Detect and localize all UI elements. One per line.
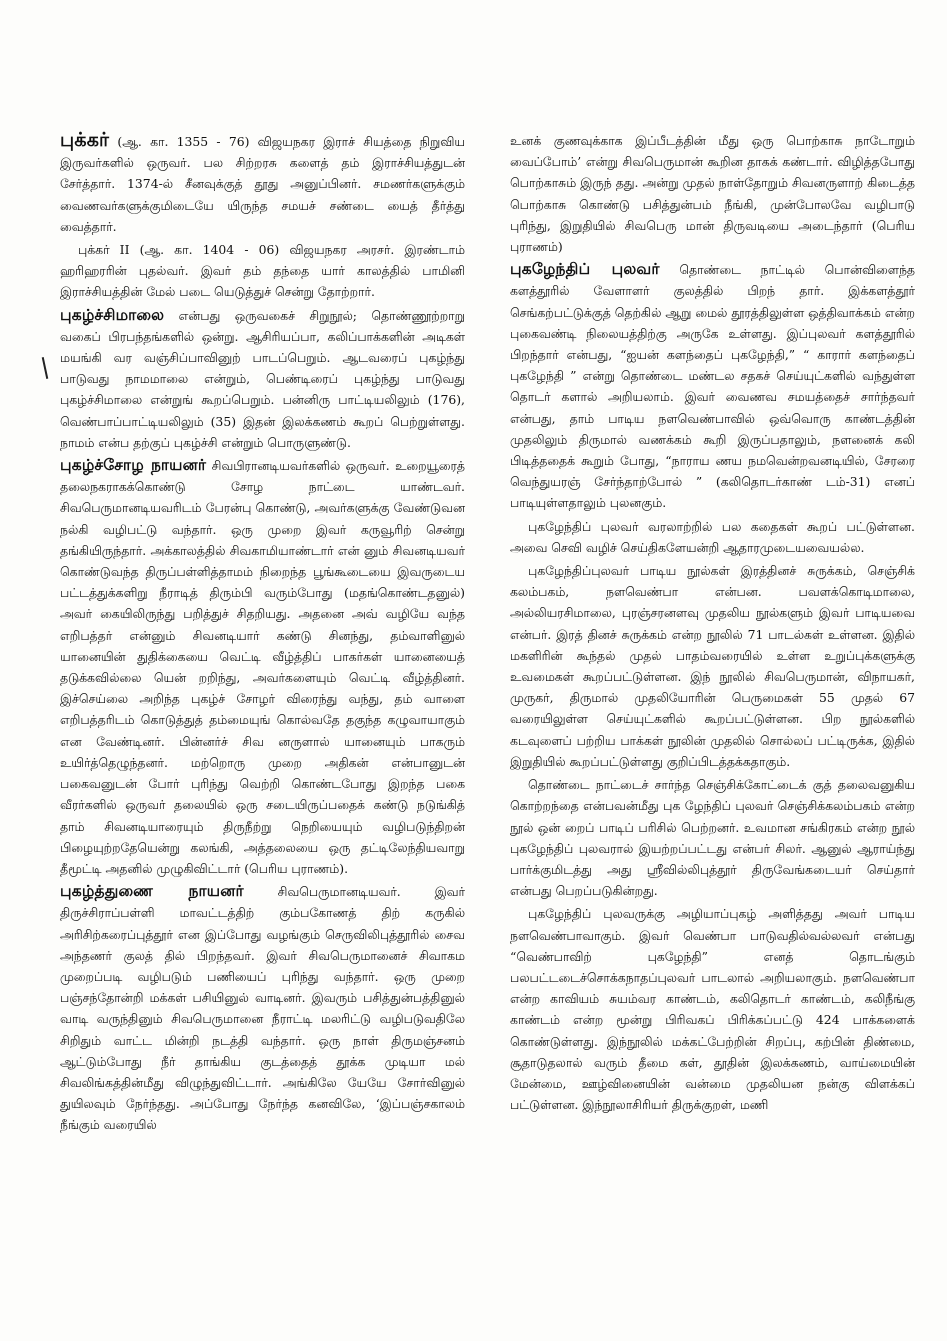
text-line: பேரன்பு கொண்டு, அவர்களுக்கு வேண்டுவன நல்கி (60, 500, 465, 537)
text-line: சுயம்வர காண்டம், கலிதொடர் காண்டம், கலிநீங்கு (609, 991, 915, 1007)
text-line: மற்றொரு முறை அதிகன் என்பானுடன் பகைவனுடன் (60, 754, 465, 792)
text-line: வழங்கும் செருவிலிபுத்தூரில் சைவ அந்தணர் குலத் (60, 926, 465, 963)
text-line: யெடுத்துச் சென்று தோற்றார். (214, 284, 375, 300)
entry-pukkar-ii (60, 239, 465, 303)
text-line: நீராட்டி மலரிட்டு வழிபடுவதிலே சிறிதும் வாட்ட (60, 1011, 465, 1048)
text-line: போர் புரிந்து வெற்றி கொண்டபோது இறந்த பகை (148, 776, 465, 792)
entry-heading: புகழேந்திப் புலவர் (510, 260, 660, 279)
entry-pukazhendhi-pulavar (510, 259, 915, 513)
text-line: புகழேந்திப் புலவர் வரலாற்றில் பல கதைகள் கூறப் (528, 518, 838, 534)
text-line: பவளக்கொடிமாலை, அல்லியரசிமாலை, புரஞ்சரனளவு (510, 584, 915, 621)
text-line: நூலில் சிவபெருமான், விநாயகர், முருகர், திருமால் (510, 669, 915, 706)
text-line: சீனவுக்குத் தூது அனுப்பினர். சமணர்களுக்கும் (184, 176, 465, 192)
entry-pukazhchozha-nayanar (60, 455, 465, 879)
text-line: னருளால் யானையும் பாகரும் உயிர்த்தெழுந்தனர். (60, 733, 465, 770)
text-line: புகழேந்திப்புலவர் பாடிய நூல்கள் இரத்தினச் (528, 563, 797, 579)
text-line: கிடைத்த பொற்காசு கொண்டு பசித்துன்பம் நீங்கி, (510, 175, 915, 212)
text-line: பாட்டியலிலும் (176), வெண்பாப்பாட்டியலிலும் (35) (60, 392, 465, 429)
text-line: தொண்டை நாட்டில் (659, 262, 805, 278)
text-line: தற்குப் புகழ்ச்சி என்றும் பொருளுண்டு. (133, 434, 351, 450)
text-line: ஆசிரியப்பா, கலிப்பாக்களின் அடிகள் மயங்கி வர (60, 328, 465, 366)
text-line: கள், தூதின் இலக்கணம், வாய்மையின் மேன்மை, (510, 1054, 915, 1091)
text-line: ஒவ்வொரு காண்டத்தின் முதலிலும் திருமால் வணக்கம் (510, 410, 916, 447)
left-column (60, 130, 465, 1138)
entry-pukazhthunai-nayanar (60, 881, 465, 1135)
text-line: குறிப்பிடத்தக்கதாகும். (666, 753, 791, 769)
text-line: இதில் மகளிரின் கூந்தல் முதல் பாதம்வரையில் உள்ள (510, 626, 915, 663)
text-line: பட்டிருக்க, இதில் இறுதியில் கூறப்பட்டுள்ளது (510, 732, 915, 769)
text-line: அவர் கையிலிருந்து பறித்துச் சிதறியது. அதனை அவ் (60, 606, 378, 622)
text-line: கூறி இருப்பதாலும், நளனைக் கலி பிடித்ததைக் கூறும் (510, 431, 915, 469)
text-line: மல் சிவலிங்கத்தின்மீது விழுந்துவிட்டார். அங்கிலே (60, 1053, 465, 1090)
text-line: கடவுளைப் பற்றிய பாக்கள் நூலின் முதலில் சொல்லப் (510, 732, 813, 748)
text-line: (ஆ. கா. 1355 - 76) விஜயநகர இராச் (109, 134, 355, 149)
text-line: முன்போலவே வழிபாடு புரிந்து, இறுதியில் சிவபெரு (510, 196, 915, 233)
text-line: சிவபிரானடியவர்களில் (206, 458, 341, 474)
entry-heading: புக்கர் (60, 129, 110, 151)
text-line: வழிபட்டு வந்தார். ஒரு முறை இவர் கருவூரிற் சென்று (102, 521, 465, 537)
text-line: மண்டல சதகச் செய்யுட்களில் வந்துள்ள தொடர் (510, 368, 916, 405)
text-line: தொண்ணூற்றாறு வகைப் பிரபந்தங்களில் ஒன்று. (60, 307, 465, 344)
text-line: உனக் குணவுக்காக இப்பீடத்தின் மீது ஒரு பொற்காசு (510, 133, 843, 148)
paragraph (60, 881, 465, 1135)
text-line: என்பர் சிலர். ஆனுல் ஆராய்ந்து பார்க்குமிடத்து அது (510, 840, 915, 877)
text-line: நீராடித் திரும்பி வரும்போது (மதங்கொண்டதனுல்) (159, 585, 465, 601)
text-line: வஞ்சிப்பாவினுற் பாடப்பெறும். ஆடவரைப் புகழ்ந்து (143, 350, 465, 366)
text-line: புகழேந்திப் புலவருக்கு அழியாப்புகழ் அளித்தது (528, 906, 823, 922)
entry-paragraph (510, 903, 915, 1115)
text-line: தகுந்த கழுவாயாகும் என வேண்டினர். பின்னர்ச் சிவ (60, 712, 465, 749)
paragraph (510, 774, 915, 901)
text-line: கலங்கி, அத்தலையை ஒரு தட்டிலேந்தியவாறு தீமூட்டி (60, 839, 465, 876)
text-line: றறிந்து, அவர்களையும் வெட்டி வீழ்த்தினர். இச்செய்லை (60, 670, 465, 707)
text-line: நிறைந்த பூங்கூடையை இவருடைய பட்டத்துக்களிறு (60, 564, 465, 601)
text-line: எனத் தொடங்கும் பலபட்டடைச்சொக்கநாதப்புலவர் (510, 948, 915, 985)
text-line: பாக்களைக் கொண்டுள்ளது. இந்நூலில் மக்கட்பேற்றின் (510, 1012, 915, 1049)
text-line: பட்டுள்ளன. அவை செவி வழிச் செய்திகளேயன்றி (510, 518, 915, 555)
text-line: முறை பஞ்சந்தோன்றி மக்கள் பசியினுல் வாடினர். (60, 968, 465, 1006)
text-line: அவர் பாடிய நளவெண்பாவாகும். இவர் வெண்பா (510, 906, 915, 943)
text-line: செய்யுட்களில் கூறப்பட்டுள்ளன. பிற நூல்களில் (606, 711, 915, 727)
text-line: யைத் தீர்த்து வைத்தார். (60, 197, 465, 234)
text-line: நெறியையும் வழிபடுந்திறன் பிழையுற்றதேயென்று (60, 818, 465, 855)
text-line: களால் அறியலாம். இவர் வைணவ சமயத்தைச் (561, 389, 850, 405)
text-line: ழேந்திப் புலவர் செஞ்சிக்கலம்பகம் என்ற நூல் ஒன் (510, 798, 915, 835)
entry-pukkar (60, 130, 465, 237)
text-line: மைல் தூரத்திலுள்ள ஒத்திவாக்கம் என்ற புகைவண்டி (510, 304, 915, 341)
entry-paragraph (510, 774, 915, 901)
text-line: கண்டு நடுங்கித் தாம் சிவனடியாரையும் திருநீற்று (60, 797, 465, 834)
text-line: ஒருவர். உறையூரைத் தலைநகராகக்கொண்டு சோழ (60, 458, 465, 495)
text-line: இரண்டாம் ஹரிஹரரின் புதல்வர். இவர் தம் தந்தை (60, 242, 465, 279)
text-line: வீரர்களில் ஒருவர் தலையில் ஒரு சடையிருப்பதைக் (60, 797, 365, 813)
text-line: நிலையத்திற்கு அருகே உள்ளது. இப்புலவர் களத்தூரில் (586, 325, 915, 341)
text-line: திற் கருகில் அரிசிற்கரைப்புத்தூர் என இப்போது (60, 905, 465, 942)
text-line: சினந்து, தம்வாளினுல் யானையின் துதிக்கையை வெட்டி (60, 627, 465, 664)
entry-continuation (510, 130, 915, 257)
text-line: இவர் திருச்சிராப்பள்ளி மாவட்டத்திற் கும்பகோணத் (60, 884, 465, 921)
text-line: சார்ந்தவர் என்பது, தாம் பாடிய நளவெண்பாவில் (510, 389, 915, 426)
entry-heading: புகழ்த்துணை நாயனர் (60, 882, 244, 901)
entry-pukazhchimalai (60, 305, 465, 453)
text-line: ஸ்ரீவில்லிபுத்தூர் திருவேங்கடையர் செய்தார் என்பது (510, 861, 915, 899)
text-line: றைப் பாடிப் பரிசில் பெற்றனர். உவமான சங்கிரகம் (564, 819, 853, 835)
entry-paragraph (510, 560, 915, 772)
text-line: அதனில் முழுகிவிட்டார் (பெரிய புராணம்). (105, 860, 349, 876)
right-column (510, 130, 915, 1117)
text-line: பாடுவதில்வல்லவர் என்பது “வெண்பாவிற் புகழேந்தி” (510, 927, 915, 964)
text-line: வழியே வந்த எறிபத்தர் என்னும் சிவனடியார் கண்டு (60, 606, 465, 643)
paragraph (60, 455, 465, 879)
paragraph (60, 239, 465, 303)
text-line: யார் காலத்தில் பாமினி இராச்சியத்தின் மேல் படை (60, 263, 465, 300)
text-line: பட்டுள்ளன. இந்நூலாசிரியர் திருக்குறள், மணி (510, 1097, 769, 1113)
text-line: என்பது ஒருவகைச் சிறுநூல்; (164, 307, 357, 323)
text-line: நேர்ந்த கனவிலே, ‘இப்பஞ்சகாலம் நீங்கும் வரையில் (60, 1096, 465, 1133)
text-line: இதன் இலக்கணம் கூறப் பெற்றுள்ளது. நாமம் என்ப (60, 413, 465, 450)
text-line: வீழ்த்திப் பாகர்கள் யானையைத் தடுக்கவில்லை யென் (60, 648, 465, 686)
text-line: பாடுவது நாமமாலை என்றும், பெண்டிரைப் புகழ்ந்து (60, 371, 400, 387)
text-line: என்ற நூல் புகழேந்திப் புலவரால் இயற்றப்பட்டது (510, 819, 915, 856)
text-line: முதலியோரின் பெருமைகள் 55 முதல் 67 வரையிலுள்ள (510, 690, 915, 727)
entry-heading: புகழ்ச்சிமாலை (60, 305, 165, 324)
text-line: முதலிய நூல்களும் இவர் பாடியவை என்பர். இரத் (510, 605, 915, 642)
text-line: குத் தலைவனுகிய கொற்றந்தை என்பவன்மீது புக (510, 777, 915, 814)
paragraph (510, 259, 915, 513)
text-line: இவரும் பசித்துன்பத்தினுல் வாடி வருந்தினும் சிவபெருமானை (60, 990, 465, 1027)
text-line: “ காரார் களந்தைப் புகழேந்தி ” என்று தொண்டை (510, 347, 915, 384)
text-line: பொன்விளைந்த களத்தூரில் வேளாளர் குலத்தில் பிறந் (510, 262, 915, 299)
text-line: ஆட்டும்போது நீர் தாங்கிய குடத்தைத் தூக்க முடியா (60, 1053, 426, 1069)
text-line: பிறந்தார் என்பது, “ஐயன் களந்தைப் புகழேந்தி,” (510, 347, 796, 363)
text-line: பெறப்படுகின்றது. (555, 883, 658, 899)
text-line: தினச் சுருக்கம் என்ற நூலில் 71 பாடல்கள் உள்ளன. (587, 626, 878, 642)
text-line: நாட்டை யாண்டவர். சிவபெருமானடியவரிடம் (60, 479, 465, 516)
text-line: யேயே சோர்வினுல் துயிலவும் நேர்ந்தது. அப்போது (60, 1074, 465, 1112)
text-line: வெந்துயரஞ் சேர்ந்தாற்போல் ” (கலிதொடர்காண் (510, 474, 812, 490)
entry-paragraph (510, 516, 915, 558)
text-line: சுருக்கம், செஞ்சிக் கலம்பகம், நளவெண்பா என்பன. (510, 563, 915, 600)
text-line: மின்றி நடத்தி வந்தார். ஒரு நாள் திருமஞ்சனம் (164, 1032, 465, 1048)
text-line: பாடலால் அறியலாகும். நளவெண்பா என்ற காவியம் (510, 969, 915, 1007)
text-line: தது. அன்று முதல் நாள்தோறும் சிவனருளாற் (615, 175, 864, 191)
paragraph (60, 305, 465, 453)
text-line: போது, “நாராய ணய நமவென்றவனடியில், சேரரை (620, 453, 915, 469)
text-line: நாடோறும் வைப்போம்’ என்று சிவபெருமான் கூறின (510, 133, 915, 170)
text-line: மான் திருவடியை அடைந்தார் (பெரிய புராணம்) (510, 217, 915, 255)
paragraph (510, 130, 915, 257)
text-line: தொண்டை நாட்டைச் சார்ந்த செஞ்சிக்கோட்டைக் (528, 777, 807, 793)
text-line: உறுப்புக்களுக்கு உவமைகள் கூறப்பட்டுள்ளன. இந் (510, 647, 915, 685)
paragraph (60, 130, 465, 237)
text-line: னும் சிவனடியவர் கொண்டுவந்த திருப்பள்ளித்தாமம் (60, 542, 465, 580)
text-line: சிவபெருமானடியவர். (243, 884, 401, 900)
paragraph (510, 903, 915, 1115)
paragraph (510, 560, 915, 772)
text-line: அறிந்த புகழ்ச் சோழர் விரைந்து வந்து, தம் வாளை (139, 691, 465, 707)
text-line: தங்கியிருந்தார். அக்காலத்தில் சிவகாமியாண்டார் என் (60, 542, 360, 558)
text-line: காண்டம் என்ற மூன்று பிரிவகப் பிரிக்கப்பட்டு 424 (510, 1012, 840, 1028)
text-line: ஆதாரமுடையவையல்ல. (723, 539, 865, 555)
text-line: பாடுவது புகழ்ச்சிமாலை என்றுங் கூறப்பெறும். பன்னிரு (60, 371, 465, 408)
text-line: தில் பிறந்தவர். இவர் சிவபெருமானைச் சிவாகம (164, 947, 465, 963)
paragraph (510, 516, 915, 558)
text-line: ஊழ்வினையின் வன்மை முதலியன நன்கு விளக்கப் (581, 1075, 915, 1091)
entry-heading: புகழ்ச்சோழ நாயனர் (60, 456, 207, 475)
text-line: தாகக் கண்டார். விழித்தபோது பொற்காசும் இருந் (510, 154, 915, 191)
text-line: சிறப்பு, கற்பின் திண்மை, சூதாடுதலால் வரும் தீமை (510, 1033, 915, 1070)
text-line: டம்-31) எனப் பாடியுள்ளதாலும் புலனகும். (510, 474, 915, 511)
margin-pencil-mark (42, 357, 49, 379)
text-line: முறைப்படி வழிபடும் பணியைப் புரிந்து வந்தார். ஒரு (60, 968, 416, 984)
text-line: எறிபத்தரிடம் கொடுத்துத் தம்மையுங் கொல்வதே (60, 712, 340, 728)
text-line: புக்கர் II (ஆ. கா. 1404 - 06) விஜயநகர அரசர். (78, 242, 395, 258)
text-line: தார். இக்களத்தூர் செங்கற்பட்டுக்குத் தெற்கில் ஆறு (510, 283, 915, 320)
text-line: சியத்தை நிறுவிய இருவர்களில் ஒருவர். பல சிற்றரசு (60, 134, 465, 171)
text-line: களைத் தம் இராச்சியத்துடன் சேர்த்தார். 1374-ல் (60, 155, 465, 192)
text-line: வைணவர்களுக்குமிடையே யிருந்த சமயச் சண்டை (60, 197, 374, 213)
